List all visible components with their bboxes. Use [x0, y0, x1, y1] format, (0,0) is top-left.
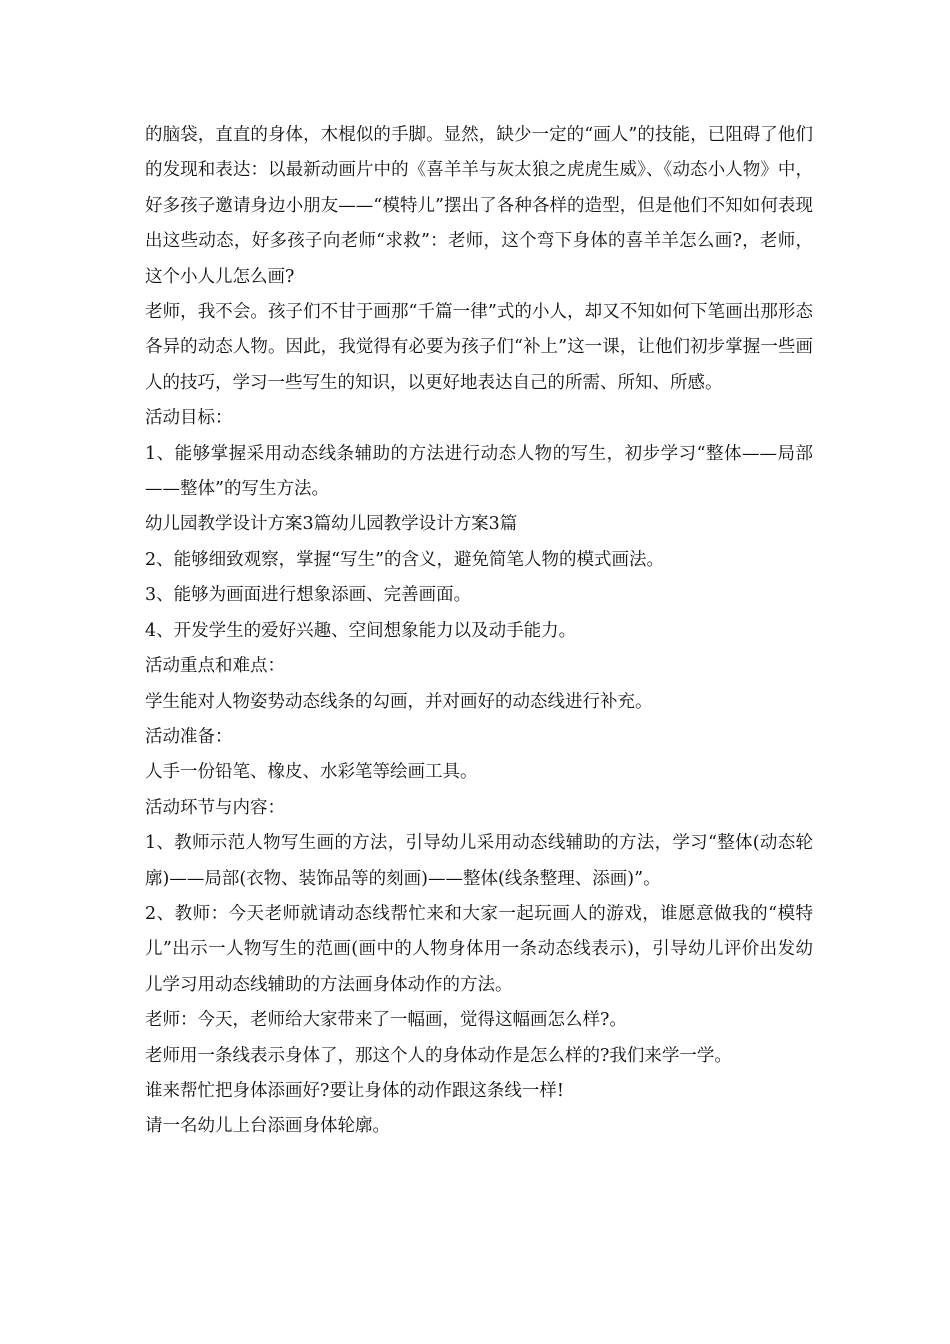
goal-item-4: 4、开发学生的爱好兴趣、空间想象能力以及动手能力。	[145, 620, 577, 641]
preparation-text: 人手一份铅笔、橡皮、水彩笔等绘画工具。	[145, 762, 478, 783]
goal-item-3: 3、能够为画面进行想象添画、完善画面。	[145, 585, 472, 606]
paragraph-background: 老师，我不会。孩子们不甘于画那“千篇一律”式的小人，却又不知如何下笔画出那形态各异的动态人物。因此，我觉得有必要为孩子们“补上”这一课，让他们初步掌握一些画人的技巧，学习一些写生的知识，以更好地表达自己的所需、所知、所感。	[145, 302, 813, 393]
process-item-2: 2、教师：今天老师就请动态线帮忙来和大家一起玩画人的游戏，谁愿意做我的“模特儿”出示一人物写生的范画(画中的人物身体用一条动态线表示)，引导幼儿评价出发幼儿学习用动态线辅助的方法画身体动作的方法。	[145, 903, 813, 995]
dialogue-line-3: 谁来帮忙把身体添画好?要让身体的动作跟这条线一样!	[145, 1080, 564, 1101]
dialogue-line-2: 老师用一条线表示身体了，那这个人的身体动作是怎么样的?我们来学一学。	[145, 1045, 732, 1066]
heading-key-points: 活动重点和难点：	[145, 656, 285, 677]
goal-item-1: 1、能够掌握采用动态线条辅助的方法进行动态人物的写生，初步学习“整体——局部——整体”的写生方法。	[145, 443, 813, 500]
process-item-1: 1、教师示范人物写生画的方法，引导幼儿采用动态线辅助的方法，学习“整体(动态轮廓)——局部(衣物、装饰品等的刻画)——整体(线条整理、添画)”。	[145, 833, 813, 889]
heading-activity-goals: 活动目标：	[145, 408, 233, 429]
document-body	[145, 118, 813, 1145]
heading-preparation: 活动准备：	[145, 726, 233, 747]
paragraph-intro-continued: 的脑袋，直直的身体，木棍似的手脚。显然，缺少一定的“画人”的技能，已阻碍了他们的发现和表达：以最新动画片中的《喜羊羊与灰太狼之虎虎生威》、《动态小人物》中，好多孩子邀请身边小朋友——“模特儿”摆出了各种各样的造型，但是他们不知如何表现出这些动态，好多孩子向老师“求救”：老师，这个弯下身体的喜羊羊怎么画?，老师，这个小人儿怎么画?	[145, 125, 813, 287]
dialogue-line-4: 请一名幼儿上台添画身体轮廓。	[145, 1116, 390, 1137]
key-points-text: 学生能对人物姿势动态线条的勾画，并对画好的动态线进行补充。	[145, 691, 653, 712]
goal-item-2: 2、能够细致观察，掌握“写生”的含义，避免简笔人物的模式画法。	[145, 549, 665, 570]
heading-process: 活动环节与内容：	[145, 797, 285, 818]
dialogue-line-1: 老师：今天，老师给大家带来了一幅画，觉得这幅画怎么样?。	[145, 1010, 627, 1031]
inserted-title-line: 幼儿园教学设计方案3篇幼儿园教学设计方案3篇	[145, 514, 518, 535]
